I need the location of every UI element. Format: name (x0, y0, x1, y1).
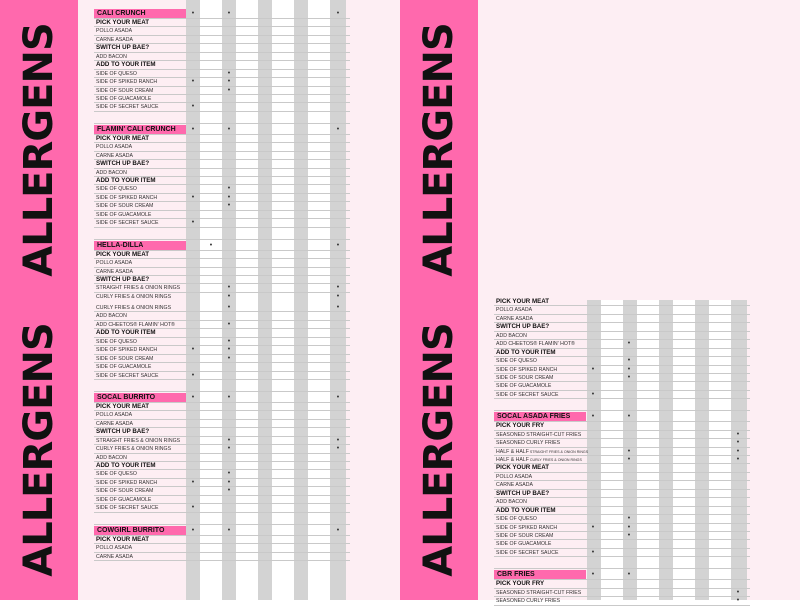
section-heading-row (94, 403, 350, 411)
section-heading-row (94, 276, 350, 284)
menu-rows (94, 8, 350, 301)
panel-bottom-right (400, 298, 800, 605)
category-label: SOCAL ASADA FRIES (497, 413, 571, 421)
allergen-marker: • (591, 365, 595, 373)
allergen-marker: • (627, 340, 631, 348)
allergen-marker: • (227, 393, 231, 401)
row-label: SWITCH UP BAE? (496, 323, 550, 331)
row-label: SIDE OF SOUR CREAM (96, 488, 154, 495)
allergen-marker: • (227, 470, 231, 478)
table-row (94, 437, 350, 445)
table-row (494, 589, 750, 597)
table-row (494, 332, 750, 340)
menu-category-row (94, 240, 350, 251)
allergen-marker: • (191, 346, 195, 354)
row-label: CARNE ASADA (96, 420, 133, 427)
allergen-marker: • (736, 588, 740, 596)
row-sublabel: CURLY FRIES & ONION RINGS (528, 458, 582, 462)
row-label: ADD BACON (96, 53, 127, 60)
allergen-marker: • (336, 241, 340, 249)
section-heading-row (494, 464, 750, 472)
row-label: SIDE OF SPIKED RANCH (496, 524, 558, 531)
row-label: SEASONED CURLY FRIES (496, 598, 561, 605)
allergen-marker: • (227, 202, 231, 210)
row-label: SIDE OF SOUR CREAM (96, 203, 154, 210)
row-label: SIDE OF SECRET SAUCE (96, 104, 159, 111)
row-label: ADD BACON (96, 313, 127, 320)
table-row (94, 496, 350, 504)
table-row (94, 169, 350, 177)
row-label: HALF & HALF CURLY FRIES & ONION RINGS (496, 457, 582, 463)
allergen-marker: • (227, 10, 231, 17)
section-heading-row (94, 251, 350, 259)
table-row (94, 504, 350, 512)
row-label: SIDE OF SPIKED RANCH (496, 366, 558, 373)
table-row (494, 315, 750, 323)
table-row (94, 70, 350, 78)
allergen-marker: • (336, 526, 340, 534)
table-row (494, 524, 750, 532)
allergen-marker: • (227, 69, 231, 77)
row-label: POLLO ASADA (96, 144, 133, 151)
row-label: SIDE OF SPIKED RANCH (96, 479, 158, 486)
table-row (494, 357, 750, 365)
row-spacer (94, 380, 350, 392)
row-label: HALF & HALF STRAIGHT FRIES & ONION RINGS (496, 448, 589, 455)
row-label: SIDE OF QUESO (96, 471, 137, 478)
row-label: POLLO ASADA (496, 473, 533, 480)
row-label: SIDE OF QUESO (96, 70, 137, 77)
allergen-marker: • (227, 526, 231, 534)
row-label: SIDE OF GUACAMOLE (496, 541, 552, 548)
row-label: SIDE OF QUESO (496, 358, 537, 365)
table-row (94, 87, 350, 95)
table-row (94, 194, 350, 202)
table-row (94, 372, 350, 380)
row-label: SIDE OF SOUR CREAM (96, 355, 154, 362)
table-row (94, 27, 350, 35)
allergen-marker: • (227, 284, 231, 292)
allergen-marker: • (627, 571, 631, 579)
table-row (494, 448, 750, 456)
row-label: POLLO ASADA (96, 28, 133, 35)
table-row (94, 304, 350, 312)
allergen-marker: • (736, 597, 740, 605)
row-label: SWITCH UP BAE? (96, 275, 150, 283)
allergen-marker: • (591, 548, 595, 556)
allergen-marker: • (336, 393, 340, 401)
row-label: ADD TO YOUR ITEM (496, 506, 556, 514)
row-label: SIDE OF SPIKED RANCH (96, 79, 158, 86)
row-label: ADD BACON (496, 499, 527, 506)
side-band (0, 300, 78, 600)
allergen-marker: • (227, 292, 231, 300)
row-label: PICK YOUR MEAT (96, 250, 150, 258)
allergen-marker: • (191, 219, 195, 227)
table-row (94, 445, 350, 453)
panel-top-left (0, 0, 400, 300)
table-row (494, 456, 750, 464)
allergen-marker: • (191, 371, 195, 379)
row-label: SEASONED CURLY FRIES (496, 440, 561, 447)
allergens-title: ALLERGENS (416, 23, 462, 277)
allergen-marker: • (227, 86, 231, 94)
row-label: POLLO ASADA (96, 545, 133, 552)
allergen-marker: • (336, 125, 340, 133)
section-heading-row (494, 580, 750, 588)
allergen-marker: • (227, 478, 231, 486)
table-row (94, 103, 350, 111)
row-label: SIDE OF QUESO (496, 516, 537, 523)
row-label: SIDE OF SOUR CREAM (96, 87, 154, 94)
row-label: ADD TO YOUR ITEM (96, 462, 156, 469)
table-row (94, 544, 350, 552)
row-label: SEASONED STRAIGHT-CUT FRIES (496, 431, 582, 438)
allergen-marker: • (336, 292, 340, 300)
row-label: SIDE OF QUESO (96, 186, 137, 193)
table-row (94, 321, 350, 329)
row-label: SIDE OF SPIKED RANCH (96, 194, 158, 201)
table-row (94, 259, 350, 267)
row-label: ADD BACON (96, 169, 127, 176)
category-label: COWGIRL BURRITO (97, 526, 165, 534)
menu-category-row (494, 411, 750, 422)
allergen-marker: • (191, 193, 195, 201)
table-row (94, 143, 350, 151)
allergen-marker: • (227, 185, 231, 193)
table-row (94, 355, 350, 363)
table-row (94, 152, 350, 160)
category-label: SOCAL BURRITO (97, 393, 156, 401)
row-spacer (94, 228, 350, 240)
allergen-marker: • (627, 357, 631, 365)
table-row (94, 268, 350, 276)
allergen-marker: • (227, 346, 231, 354)
table-row (94, 53, 350, 61)
allergen-marker: • (336, 284, 340, 292)
side-band (400, 0, 478, 300)
allergen-marker: • (227, 436, 231, 444)
row-label: CURLY FRIES & ONION RINGS (96, 305, 172, 311)
row-label: SIDE OF QUESO (96, 338, 137, 345)
row-spacer (94, 513, 350, 525)
table-row (94, 219, 350, 227)
table-row (494, 532, 750, 540)
row-label: SIDE OF SOUR CREAM (496, 374, 554, 381)
row-label: PICK YOUR FRY (496, 580, 545, 588)
row-spacer (494, 557, 750, 569)
allergen-marker: • (591, 413, 595, 421)
table-row (94, 487, 350, 495)
menu-rows (494, 298, 750, 606)
table-row (94, 36, 350, 44)
row-label: CARNE ASADA (96, 152, 133, 159)
section-heading-row (94, 135, 350, 143)
table-row (94, 479, 350, 487)
allergen-marker: • (591, 390, 595, 398)
allergen-marker: • (227, 445, 231, 453)
table-row (494, 431, 750, 439)
allergen-marker: • (627, 447, 631, 455)
row-spacer (94, 112, 350, 124)
row-label: SIDE OF SECRET SAUCE (496, 549, 559, 556)
table-row (94, 420, 350, 428)
table-row (494, 340, 750, 348)
table-row (94, 284, 350, 292)
section-heading-row (94, 329, 350, 337)
side-band (0, 0, 78, 300)
allergen-marker: • (336, 10, 340, 17)
row-label: STRAIGHT FRIES & ONION RINGS (96, 285, 181, 292)
menu-category-row (94, 8, 350, 19)
row-label: POLLO ASADA (96, 260, 133, 267)
table-row (494, 391, 750, 399)
section-heading-row (494, 349, 750, 357)
row-label: PICK YOUR MEAT (96, 402, 150, 410)
menu-rows (94, 304, 350, 561)
allergen-marker: • (627, 413, 631, 421)
allergen-marker: • (627, 365, 631, 373)
category-label: FLAMIN' CALI CRUNCH (97, 125, 176, 133)
allergen-marker: • (336, 304, 340, 311)
table-row (494, 597, 750, 605)
row-label: POLLO ASADA (496, 307, 533, 314)
row-label: ADD CHEETOS® FLAMIN' HOT® (496, 341, 575, 348)
table-row (494, 540, 750, 548)
row-label: STRAIGHT FRIES & ONION RINGS (96, 437, 181, 444)
menu-category-row (94, 525, 350, 536)
row-label: CARNE ASADA (96, 553, 133, 560)
allergen-marker: • (209, 241, 213, 249)
row-label: SIDE OF GUACAMOLE (496, 383, 552, 390)
allergen-marker: • (627, 515, 631, 523)
section-heading-row (494, 422, 750, 430)
allergen-marker: • (627, 456, 631, 463)
row-label: SWITCH UP BAE? (96, 428, 150, 436)
category-label: HELLA-DILLA (97, 241, 144, 249)
row-label: SIDE OF SPIKED RANCH (96, 347, 158, 354)
row-label: SWITCH UP BAE? (96, 44, 150, 52)
row-label: PICK YOUR MEAT (496, 298, 550, 305)
allergen-marker: • (191, 478, 195, 486)
allergen-marker: • (336, 436, 340, 444)
section-heading-row (494, 298, 750, 306)
row-label: SIDE OF SOUR CREAM (496, 532, 554, 539)
table-row (94, 411, 350, 419)
allergen-marker: • (627, 523, 631, 531)
table-row (94, 346, 350, 354)
allergen-marker: • (591, 571, 595, 579)
row-spacer (494, 399, 750, 411)
row-label: SIDE OF GUACAMOLE (96, 364, 152, 371)
row-label: SEASONED STRAIGHT-CUT FRIES (496, 589, 582, 596)
allergen-marker: • (191, 78, 195, 86)
section-heading-row (494, 507, 750, 515)
panel-bottom-left (0, 300, 400, 600)
row-label: PICK YOUR MEAT (496, 464, 550, 472)
row-label: SWITCH UP BAE? (96, 160, 150, 168)
row-label: SIDE OF SECRET SAUCE (96, 220, 159, 227)
row-label: SIDE OF SECRET SAUCE (96, 372, 159, 379)
allergen-marker: • (191, 103, 195, 111)
section-heading-row (94, 61, 350, 69)
allergen-marker: • (736, 439, 740, 447)
table-row (94, 185, 350, 193)
row-label: CURLY FRIES & ONION RINGS (96, 446, 172, 453)
allergens-title: ALLERGENS (416, 323, 462, 577)
table-row (94, 454, 350, 462)
allergen-marker: • (227, 304, 231, 311)
allergen-marker: • (191, 393, 195, 401)
table-row (494, 481, 750, 489)
side-band (400, 300, 478, 600)
allergen-marker: • (627, 531, 631, 539)
table-row (94, 363, 350, 371)
row-label: PICK YOUR MEAT (96, 134, 150, 142)
section-heading-row (94, 19, 350, 27)
section-heading-row (94, 462, 350, 470)
allergen-marker: • (736, 430, 740, 438)
section-heading-row (494, 323, 750, 331)
row-label: CARNE ASADA (496, 482, 533, 489)
menu-category-row (94, 124, 350, 135)
row-label: SWITCH UP BAE? (496, 489, 550, 497)
section-heading-row (94, 44, 350, 52)
row-label: CARNE ASADA (96, 268, 133, 275)
table-row (494, 549, 750, 557)
row-label: SIDE OF GUACAMOLE (96, 496, 152, 503)
row-label: ADD TO YOUR ITEM (496, 348, 556, 356)
row-label: ADD BACON (496, 332, 527, 339)
row-label: ADD TO YOUR ITEM (96, 61, 156, 69)
section-heading-row (494, 490, 750, 498)
allergen-marker: • (627, 373, 631, 381)
table-row (94, 312, 350, 320)
menu-category-row (494, 569, 750, 580)
allergen-marker: • (227, 487, 231, 495)
table-row (94, 211, 350, 219)
table-row (94, 78, 350, 86)
section-heading-row (94, 160, 350, 168)
allergen-marker: • (227, 337, 231, 345)
table-row (494, 473, 750, 481)
table-row (494, 498, 750, 506)
table-row (494, 366, 750, 374)
table-row (494, 515, 750, 523)
row-label: CURLY FRIES & ONION RINGS (96, 293, 172, 300)
row-label: CARNE ASADA (96, 36, 133, 43)
allergen-marker: • (736, 456, 740, 463)
category-label: CBR FRIES (497, 571, 535, 579)
table-row (94, 470, 350, 478)
row-label: SIDE OF GUACAMOLE (96, 211, 152, 218)
table-row (94, 338, 350, 346)
table-row (494, 439, 750, 447)
row-label: PICK YOUR FRY (496, 422, 545, 430)
allergen-marker: • (736, 447, 740, 455)
section-heading-row (94, 428, 350, 436)
allergens-title: ALLERGENS (16, 23, 62, 277)
row-label: ADD TO YOUR ITEM (96, 329, 156, 337)
allergen-marker: • (227, 354, 231, 362)
allergens-title: ALLERGENS (16, 323, 62, 577)
table-row (494, 306, 750, 314)
category-label: CALI CRUNCH (97, 10, 146, 17)
row-label: ADD BACON (96, 454, 127, 461)
row-label: SIDE OF SECRET SAUCE (96, 505, 159, 512)
allergen-marker: • (227, 125, 231, 133)
section-heading-row (94, 177, 350, 185)
allergen-marker: • (191, 504, 195, 512)
allergen-marker: • (227, 193, 231, 201)
menu-category-row (94, 392, 350, 403)
table-row (94, 95, 350, 103)
allergen-marker: • (336, 445, 340, 453)
allergen-marker: • (191, 10, 195, 17)
allergen-marker: • (591, 523, 595, 531)
table-row (494, 374, 750, 382)
row-label: PICK YOUR MEAT (96, 19, 150, 26)
allergen-marker: • (191, 526, 195, 534)
row-sublabel: STRAIGHT FRIES & ONION RINGS (528, 449, 589, 454)
row-label: PICK YOUR MEAT (96, 535, 150, 543)
table-row (94, 553, 350, 561)
row-label: SIDE OF GUACAMOLE (96, 95, 152, 102)
table-row (94, 202, 350, 210)
table-row (494, 382, 750, 390)
allergen-marker: • (191, 125, 195, 133)
allergen-marker: • (227, 320, 231, 328)
row-label: SIDE OF SECRET SAUCE (496, 391, 559, 398)
allergen-marker: • (227, 78, 231, 86)
panel-top-right (400, 0, 800, 300)
row-label: POLLO ASADA (96, 412, 133, 419)
row-label: ADD TO YOUR ITEM (96, 177, 156, 184)
row-label: CARNE ASADA (496, 315, 533, 322)
row-label: ADD CHEETOS® FLAMIN' HOT® (96, 321, 175, 328)
section-heading-row (94, 536, 350, 544)
